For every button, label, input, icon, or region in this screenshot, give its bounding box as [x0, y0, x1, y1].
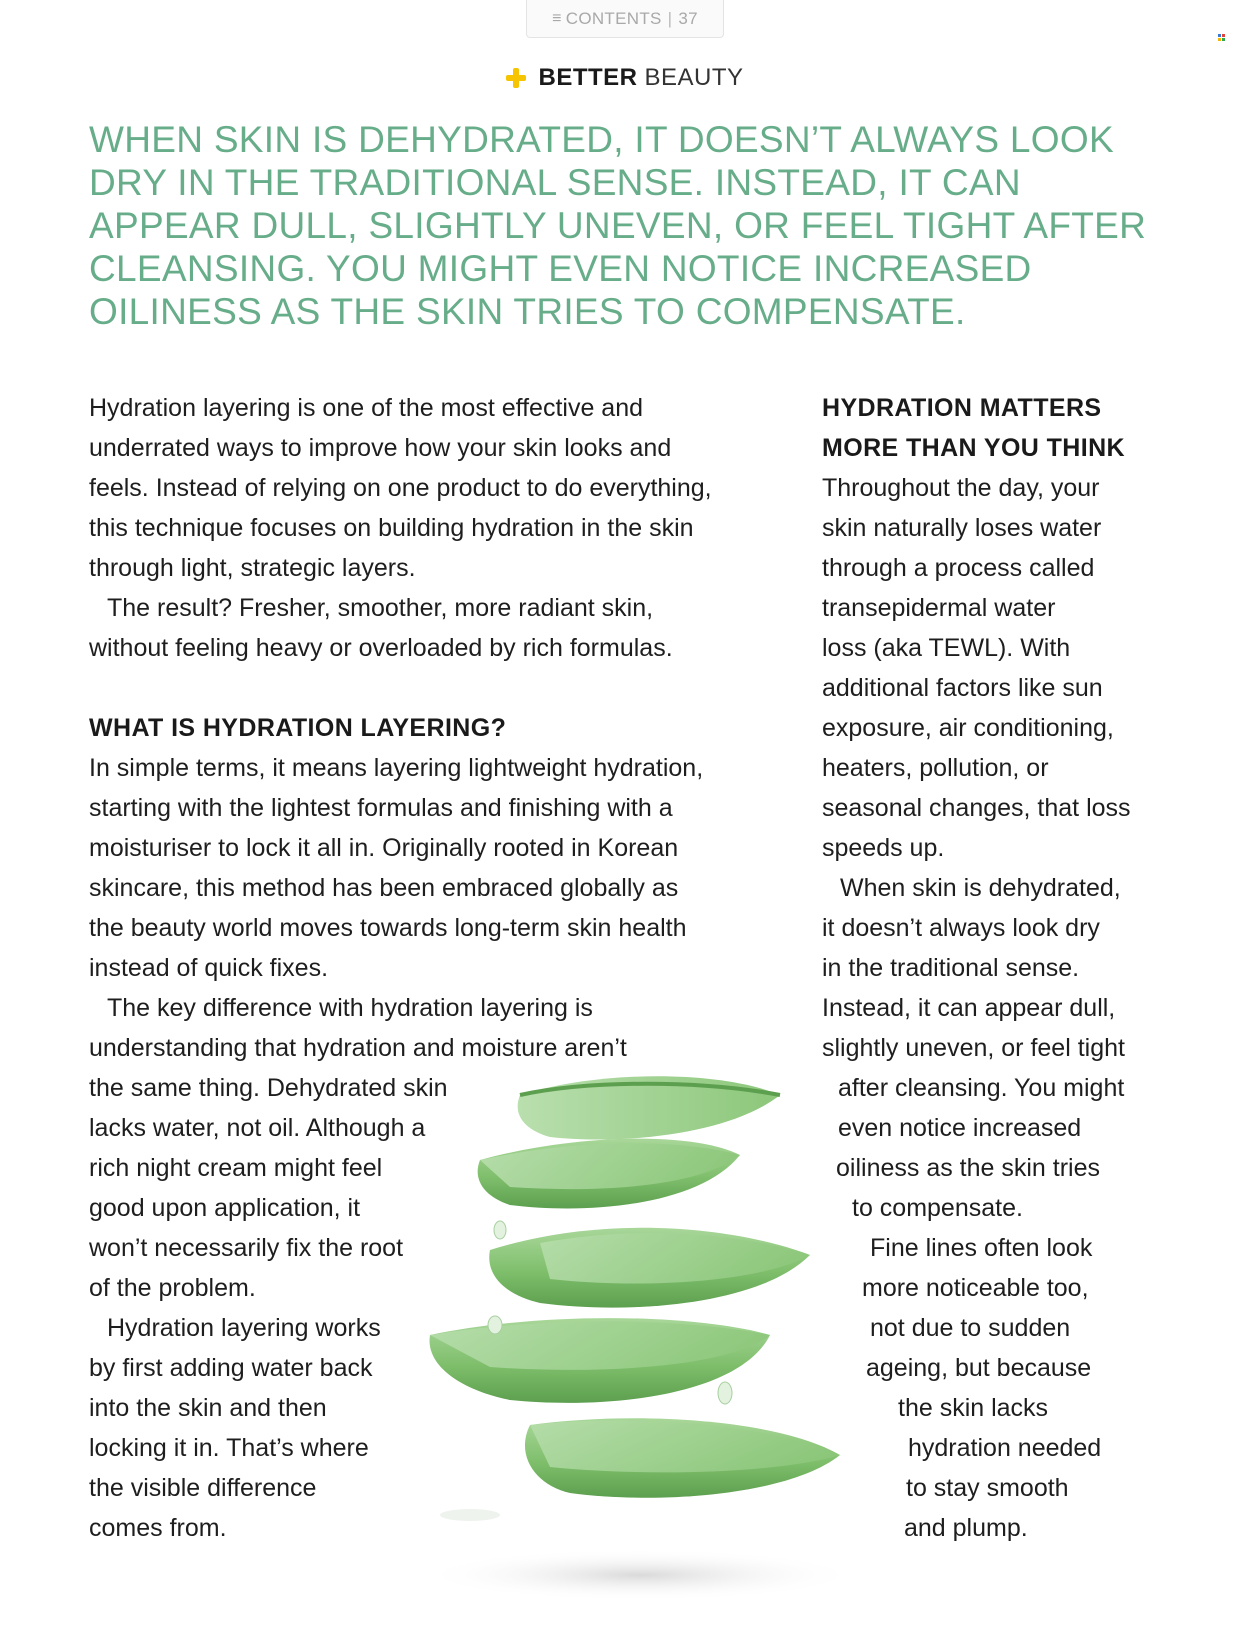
pull-quote-line: APPEAR DULL, SLIGHTLY UNEVEN, OR FEEL TIGHT AFTER: [89, 205, 1147, 246]
intro-line: through light, strategic layers.: [89, 554, 416, 582]
paragraph-line: skin naturally loses water: [822, 514, 1102, 542]
paragraph-line: ageing, but because: [866, 1354, 1092, 1382]
separator: |: [667, 8, 673, 28]
paragraph-line: locking it in. That’s where: [89, 1434, 369, 1462]
paragraph-line: understanding that hydration and moisture aren’t: [89, 1034, 627, 1062]
paragraph-line: even notice increased: [838, 1114, 1082, 1142]
result-line: without feeling heavy or overloaded by rich formulas.: [89, 634, 673, 662]
paragraph-line: moisturiser to lock it all in. Originally rooted in Korean: [89, 834, 679, 862]
subheading: MORE THAN YOU THINK: [822, 434, 1125, 462]
paragraph-line: Instead, it can appear dull,: [822, 994, 1116, 1022]
paragraph-line: rich night cream might feel: [89, 1154, 383, 1182]
paragraph-line: the beauty world moves towards long-term skin health: [89, 914, 687, 942]
paragraph-line: The key difference with hydration layering is: [107, 994, 593, 1022]
contents-button[interactable]: [526, 0, 724, 38]
paragraph-line: oiliness as the skin tries: [836, 1154, 1101, 1182]
plus-icon: [506, 68, 526, 88]
paragraph-line: to stay smooth: [906, 1474, 1069, 1502]
paragraph-line: skincare, this method has been embraced globally as: [89, 874, 679, 902]
paragraph-line: comes from.: [89, 1514, 227, 1542]
paragraph-line: through a process called: [822, 554, 1095, 582]
paragraph-line: the skin lacks: [898, 1394, 1049, 1422]
paragraph-line: after cleansing. You might: [838, 1074, 1125, 1102]
paragraph-line: slightly uneven, or feel tight: [822, 1034, 1125, 1062]
left-column: [89, 388, 789, 1548]
pull-quote-line: OILINESS AS THE SKIN TRIES TO COMPENSATE.: [89, 291, 966, 332]
paragraph-line: won’t necessarily fix the root: [89, 1234, 404, 1262]
paragraph-line: When skin is dehydrated,: [840, 874, 1121, 902]
paragraph-line: more noticeable too,: [862, 1274, 1089, 1302]
paragraph-line: to compensate.: [852, 1194, 1023, 1222]
paragraph-line: Hydration layering works: [107, 1314, 381, 1342]
shadow-shape: [420, 1549, 860, 1601]
pull-quote-line: CLEANSING. YOU MIGHT EVEN NOTICE INCREASED: [89, 248, 1032, 289]
paragraph-line: transepidermal water: [822, 594, 1056, 622]
section-title-bold: BETTER: [538, 64, 638, 91]
paragraph-line: good upon application, it: [89, 1194, 361, 1222]
pull-quote: [89, 118, 1169, 333]
paragraph-line: lacks water, not oil. Although a: [89, 1114, 426, 1142]
spacer: [89, 668, 789, 708]
section-title-light: BEAUTY: [644, 64, 744, 91]
right-column: [822, 388, 1182, 1548]
menu-icon: ≡: [552, 9, 562, 27]
corner-logo-icon: [1218, 34, 1227, 42]
paragraph-line: in the traditional sense.: [822, 954, 1080, 982]
paragraph-line: hydration needed: [908, 1434, 1102, 1462]
paragraph-line: In simple terms, it means layering lightweight hydration,: [89, 754, 704, 782]
paragraph-line: of the problem.: [89, 1274, 256, 1302]
paragraph-line: seasonal changes, that loss: [822, 794, 1131, 822]
paragraph-line: the visible difference: [89, 1474, 317, 1502]
paragraph-line: not due to sudden: [870, 1314, 1071, 1342]
paragraph-line: the same thing. Dehydrated skin: [89, 1074, 448, 1102]
paragraph-line: Fine lines often look: [870, 1234, 1093, 1262]
intro-line: this technique focuses on building hydration in the skin: [89, 514, 694, 542]
section-header: [0, 64, 1250, 92]
intro-line: feels. Instead of relying on one product to do everything,: [89, 474, 712, 502]
paragraph-line: into the skin and then: [89, 1394, 327, 1422]
pull-quote-line: DRY IN THE TRADITIONAL SENSE. INSTEAD, IT CAN: [89, 162, 1021, 203]
paragraph-line: heaters, pollution, or: [822, 754, 1049, 782]
paragraph-line: exposure, air conditioning,: [822, 714, 1114, 742]
subheading: HYDRATION MATTERS: [822, 394, 1102, 422]
contents-label: CONTENTS: [565, 8, 662, 28]
page-number: 37: [678, 8, 698, 28]
paragraph-line: speeds up.: [822, 834, 945, 862]
subheading: WHAT IS HYDRATION LAYERING?: [89, 714, 507, 742]
paragraph-line: by first adding water back: [89, 1354, 373, 1382]
intro-line: underrated ways to improve how your skin looks and: [89, 434, 672, 462]
pull-quote-line: WHEN SKIN IS DEHYDRATED, IT DOESN’T ALWAYS LOOK: [89, 119, 1114, 160]
paragraph-line: it doesn’t always look dry: [822, 914, 1100, 942]
paragraph-line: loss (aka TEWL). With: [822, 634, 1071, 662]
paragraph-line: instead of quick fixes.: [89, 954, 329, 982]
result-line: The result? Fresher, smoother, more radiant skin,: [107, 594, 654, 622]
paragraph-line: additional factors like sun: [822, 674, 1103, 702]
paragraph-line: and plump.: [904, 1514, 1028, 1542]
intro-line: Hydration layering is one of the most effective and: [89, 394, 644, 422]
paragraph-line: Throughout the day, your: [822, 474, 1100, 502]
paragraph-line: starting with the lightest formulas and finishing with a: [89, 794, 673, 822]
